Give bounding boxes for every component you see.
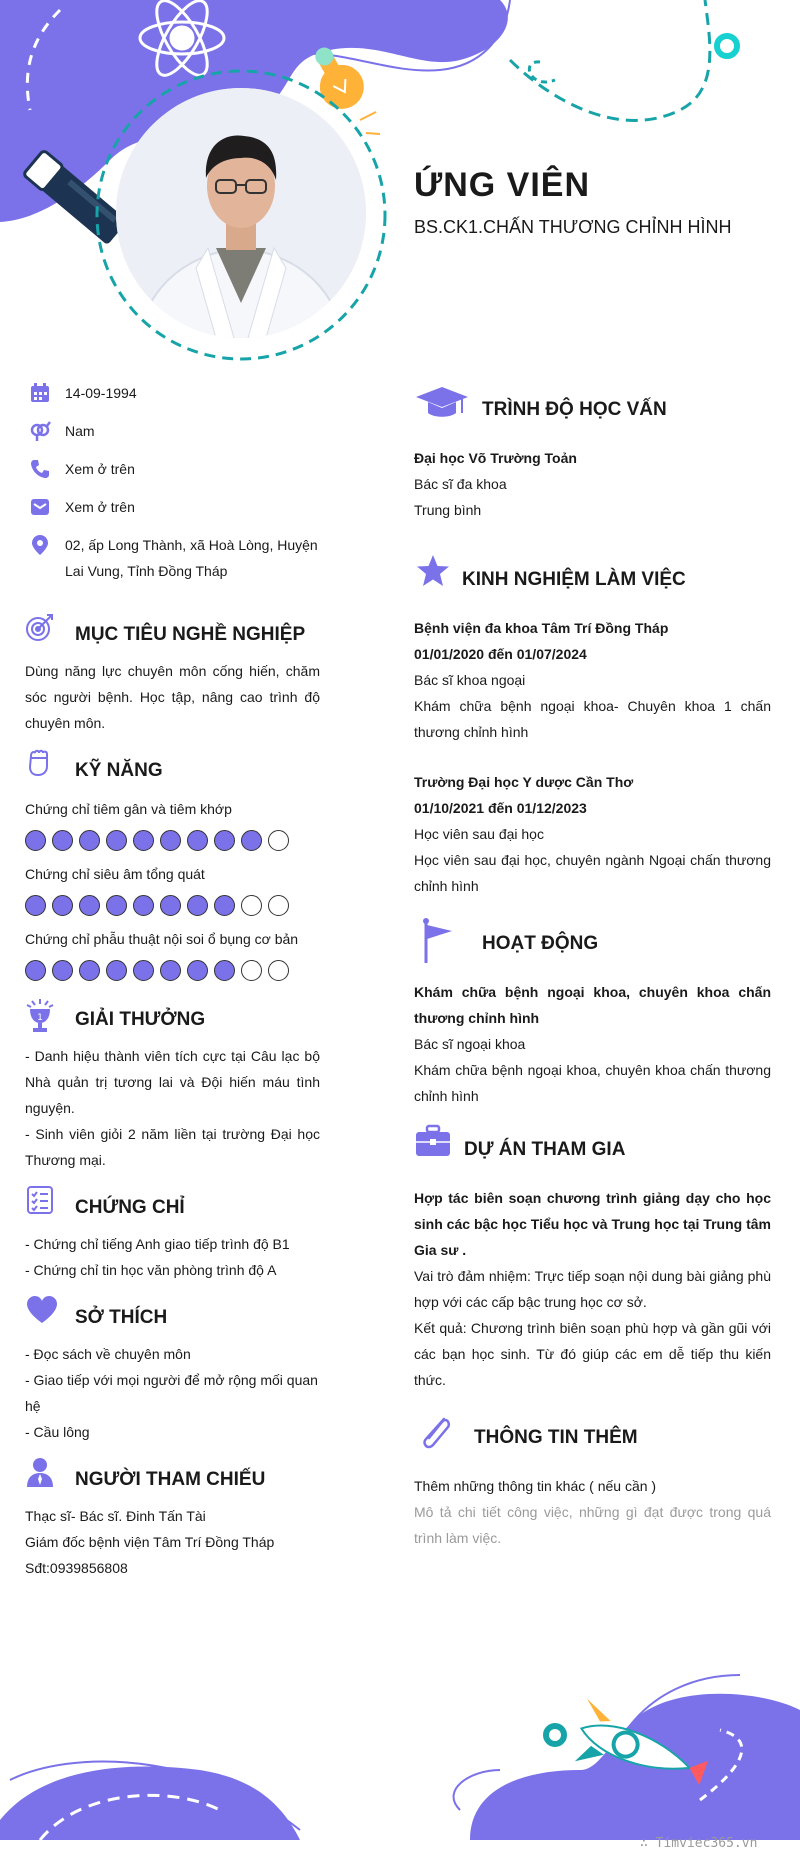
certificates-header xyxy=(25,1183,320,1227)
objective-text: Dùng năng lực chuyên môn cống hiến, chăm sóc người bệnh. Học tập, nâng cao trình độ chuyên môn. xyxy=(25,663,320,731)
candidate-photo xyxy=(116,88,366,338)
skill-name: Chứng chỉ siêu âm tổng quát xyxy=(25,866,205,882)
flag-icon xyxy=(414,917,454,965)
education-title: TRÌNH ĐỘ HỌC VẤN xyxy=(482,399,667,420)
project-role: Vai trò đảm nhiệm: Trực tiếp soạn nội dung bài giảng phù hợp với các cấp bậc trung học cơ sở. xyxy=(414,1268,771,1310)
projects-header xyxy=(414,1123,771,1171)
experience-title: KINH NGHIỆM LÀM VIỆC xyxy=(462,569,686,590)
rating-dot-filled xyxy=(187,895,208,916)
certificate-2: - Chứng chỉ tin học văn phòng trình độ A xyxy=(25,1262,277,1278)
envelope-icon xyxy=(29,496,51,518)
rating-dot-filled xyxy=(241,830,262,851)
rating-dot-filled xyxy=(106,830,127,851)
references-header xyxy=(25,1455,320,1499)
info-gender xyxy=(25,418,320,456)
footer-decoration xyxy=(0,1620,800,1860)
rating-dot-filled xyxy=(133,895,154,916)
reference-1: Thạc sĩ- Bác sĩ. Đinh Tấn Tài xyxy=(25,1508,206,1524)
activity-role: Bác sĩ ngoại khoa xyxy=(414,1036,526,1052)
info-email xyxy=(25,494,320,532)
skill-rating xyxy=(25,830,320,851)
skills-list xyxy=(25,796,320,981)
additional-title: THÔNG TIN THÊM xyxy=(474,1427,638,1448)
briefcase-icon xyxy=(414,1123,452,1159)
rating-dot-empty xyxy=(268,960,289,981)
hobby-3: - Cầu lông xyxy=(25,1424,90,1440)
hobbies-title: SỞ THÍCH xyxy=(75,1307,168,1328)
checklist-icon xyxy=(25,1185,55,1215)
calendar-icon xyxy=(29,382,51,404)
rating-dot-empty xyxy=(241,960,262,981)
experience-period: 01/10/2021 đến 01/12/2023 xyxy=(414,800,587,816)
award-2: - Sinh viên giỏi 2 năm liền tại trường Đại học Thương mại. xyxy=(25,1126,320,1168)
star-icon xyxy=(414,553,452,589)
rating-dot-empty xyxy=(241,895,262,916)
experience-company: Trường Đại học Y dược Cần Thơ xyxy=(414,774,634,790)
skills-header xyxy=(25,746,320,790)
right-column xyxy=(414,375,771,1551)
info-address xyxy=(25,532,320,584)
rating-dot-filled xyxy=(160,895,181,916)
rating-dot-filled xyxy=(133,960,154,981)
email-value: Xem ở trên xyxy=(65,499,135,515)
person-icon xyxy=(25,1457,55,1489)
activities-title: HOẠT ĐỘNG xyxy=(482,933,599,954)
graduation-cap-icon xyxy=(414,383,470,423)
hobbies-header xyxy=(25,1293,320,1337)
additional-header xyxy=(414,1411,771,1459)
info-phone xyxy=(25,456,320,494)
rating-dot-filled xyxy=(52,895,73,916)
phone-value: Xem ở trên xyxy=(65,461,135,477)
activity-desc: Khám chữa bệnh ngoại khoa, chuyên khoa chấn thương chỉnh hình xyxy=(414,1062,771,1104)
certificates-title: CHỨNG CHỈ xyxy=(75,1197,185,1218)
rating-dot-filled xyxy=(160,830,181,851)
info-birthday xyxy=(25,380,320,418)
rating-dot-filled xyxy=(214,960,235,981)
experience-company: Bệnh viện đa khoa Tâm Trí Đồng Tháp xyxy=(414,620,669,636)
rating-dot-filled xyxy=(25,960,46,981)
rating-dot-filled xyxy=(25,895,46,916)
skill-rating xyxy=(25,960,320,981)
heart-icon xyxy=(25,1295,59,1325)
rating-dot-filled xyxy=(79,895,100,916)
reference-2: Giám đốc bệnh viện Tâm Trí Đồng Tháp xyxy=(25,1534,275,1550)
rating-dot-filled xyxy=(133,830,154,851)
additional-line1: Thêm những thông tin khác ( nếu cần ) xyxy=(414,1478,657,1494)
rating-dot-filled xyxy=(79,830,100,851)
awards-title: GIẢI THƯỞNG xyxy=(75,1009,206,1030)
awards-header xyxy=(25,995,320,1039)
projects-title: DỰ ÁN THAM GIA xyxy=(464,1139,626,1160)
objective-header xyxy=(25,610,320,654)
gender-value: Nam xyxy=(65,423,95,439)
rating-dot-filled xyxy=(214,895,235,916)
watermark: ∴ Timviec365.vn xyxy=(640,1836,758,1851)
education-major: Bác sĩ đa khoa xyxy=(414,476,507,492)
rating-dot-filled xyxy=(106,960,127,981)
skill-name: Chứng chỉ tiêm gân và tiêm khớp xyxy=(25,801,232,817)
hobby-2: - Giao tiếp với mọi người để mở rộng mối quan hệ xyxy=(25,1372,318,1414)
education-header xyxy=(414,383,771,431)
hobby-1: - Đọc sách về chuyên môn xyxy=(25,1346,191,1362)
skills-title: KỸ NĂNG xyxy=(75,760,163,781)
rating-dot-filled xyxy=(106,895,127,916)
certificate-1: - Chứng chỉ tiếng Anh giao tiếp trình độ B1 xyxy=(25,1236,290,1252)
target-icon xyxy=(25,612,55,642)
rating-dot-empty xyxy=(268,895,289,916)
rating-dot-filled xyxy=(187,830,208,851)
svg-text:1: 1 xyxy=(37,1013,43,1023)
experience-item xyxy=(414,615,771,745)
location-pin-icon xyxy=(29,534,51,556)
experience-role: Học viên sau đại học xyxy=(414,826,544,842)
rating-dot-empty xyxy=(268,830,289,851)
award-1: - Danh hiệu thành viên tích cực tại Câu lạc bộ Nhà quản trị tương lai và Đội hiến máu tình nguyện. xyxy=(25,1048,320,1116)
additional-line2: Mô tả chi tiết công việc, những gì đạt được trong quá trình làm việc. xyxy=(414,1504,771,1546)
project-result: Kết quả: Chương trình biên soạn phù hợp và gần gũi với các bạn học sinh. Từ đó giúp các em dễ tiếp thu kiến thức. xyxy=(414,1320,771,1388)
education-grade: Trung bình xyxy=(414,502,482,518)
skill-name: Chứng chỉ phẫu thuật nội soi ổ bụng cơ bản xyxy=(25,931,299,947)
rating-dot-filled xyxy=(160,960,181,981)
education-school: Đại học Võ Trường Toản xyxy=(414,450,577,466)
experience-role: Bác sĩ khoa ngoại xyxy=(414,672,526,688)
rating-dot-filled xyxy=(52,960,73,981)
rating-dot-filled xyxy=(214,830,235,851)
left-column xyxy=(25,380,320,1581)
experience-list xyxy=(414,615,771,899)
activity-heading: Khám chữa bệnh ngoại khoa, chuyên khoa chấn thương chỉnh hình xyxy=(414,984,771,1026)
candidate-name: ỨNG VIÊN xyxy=(414,166,591,204)
rating-dot-filled xyxy=(187,960,208,981)
project-heading: Hợp tác biên soạn chương trình giảng dạy cho học sinh các bậc học Tiểu học và Trung học tại Trung tâm Gia sư . xyxy=(414,1190,771,1258)
paperclip-icon xyxy=(414,1411,458,1455)
rating-dot-filled xyxy=(79,960,100,981)
activities-header xyxy=(414,917,771,965)
experience-item xyxy=(414,769,771,899)
rating-dot-filled xyxy=(25,830,46,851)
references-title: NGƯỜI THAM CHIẾU xyxy=(75,1469,266,1490)
reference-3: Sđt:0939856808 xyxy=(25,1560,128,1576)
phone-icon xyxy=(29,458,51,480)
skill-rating xyxy=(25,895,320,916)
rating-dot-filled xyxy=(52,830,73,851)
address-value: 02, ấp Long Thành, xã Hoà Lòng, Huyện Lai Vung, Tỉnh Đồng Tháp xyxy=(65,537,318,579)
birthday-value: 14-09-1994 xyxy=(65,385,137,401)
trophy-icon xyxy=(25,997,55,1035)
candidate-position: BS.CK1.CHẤN THƯƠNG CHỈNH HÌNH xyxy=(414,217,732,237)
experience-desc: Khám chữa bệnh ngoại khoa- Chuyên khoa 1 chấn thương chỉnh hình xyxy=(414,698,771,740)
experience-desc: Học viên sau đại học, chuyên ngành Ngoại chấn thương chỉnh hình xyxy=(414,852,771,894)
experience-period: 01/01/2020 đến 01/07/2024 xyxy=(414,646,587,662)
raised-fist-icon xyxy=(25,748,55,780)
avatar xyxy=(116,88,366,338)
experience-header xyxy=(414,553,771,601)
gender-icon xyxy=(29,420,51,442)
objective-title: MỤC TIÊU NGHỀ NGHIỆP xyxy=(75,624,306,645)
